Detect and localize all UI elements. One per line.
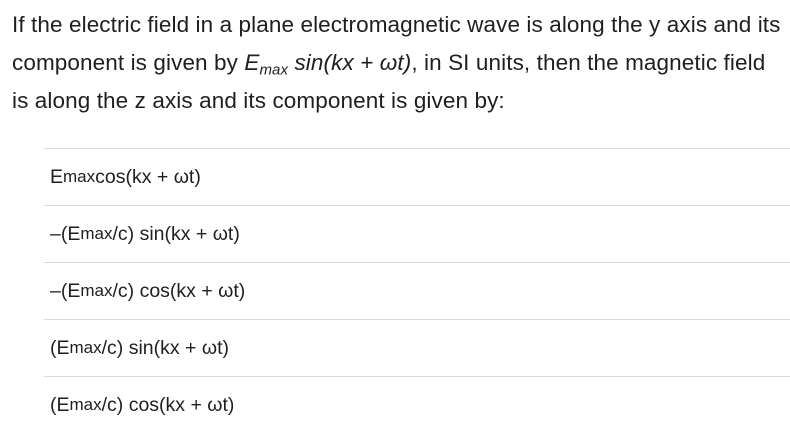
option-2-post: /c) sin(kx + ωt)	[112, 222, 240, 245]
option-4-pre: (E	[50, 336, 70, 359]
answer-options	[44, 148, 790, 433]
answer-option-4[interactable]: (E max /c) sin(kx + ωt)	[44, 319, 790, 376]
answer-option-5[interactable]: (E max /c) cos(kx + ωt)	[44, 376, 790, 433]
formula-rest: sin(kx + ωt)	[288, 50, 412, 75]
option-5-pre: (E	[50, 393, 70, 416]
option-2-pre: –(E	[50, 222, 81, 245]
option-5-post: /c) cos(kx + ωt)	[101, 393, 235, 416]
question-text	[12, 6, 784, 120]
answer-option-1[interactable]: E max cos(kx + ωt)	[44, 148, 790, 205]
option-1-pre: E	[50, 165, 64, 188]
option-3-pre: –(E	[50, 279, 81, 302]
answer-option-2[interactable]: –(E max /c) sin(kx + ωt)	[44, 205, 790, 262]
answer-option-3[interactable]: –(E max /c) cos(kx + ωt)	[44, 262, 790, 319]
formula-subscript: max	[259, 61, 289, 79]
question-text-part2: , in SI units, then the magnetic field is along the z axis and its component is given by:	[12, 50, 766, 113]
option-3-post: /c) cos(kx + ωt)	[112, 279, 246, 302]
formula-main: E	[244, 50, 260, 75]
option-4-post: /c) sin(kx + ωt)	[101, 336, 229, 359]
electric-field-formula	[244, 50, 412, 79]
option-1-post: cos(kx + ωt)	[95, 165, 201, 188]
question-text-part1: If the electric field in a plane electromagnetic wave is along the y axis and its component is given by	[12, 12, 781, 75]
